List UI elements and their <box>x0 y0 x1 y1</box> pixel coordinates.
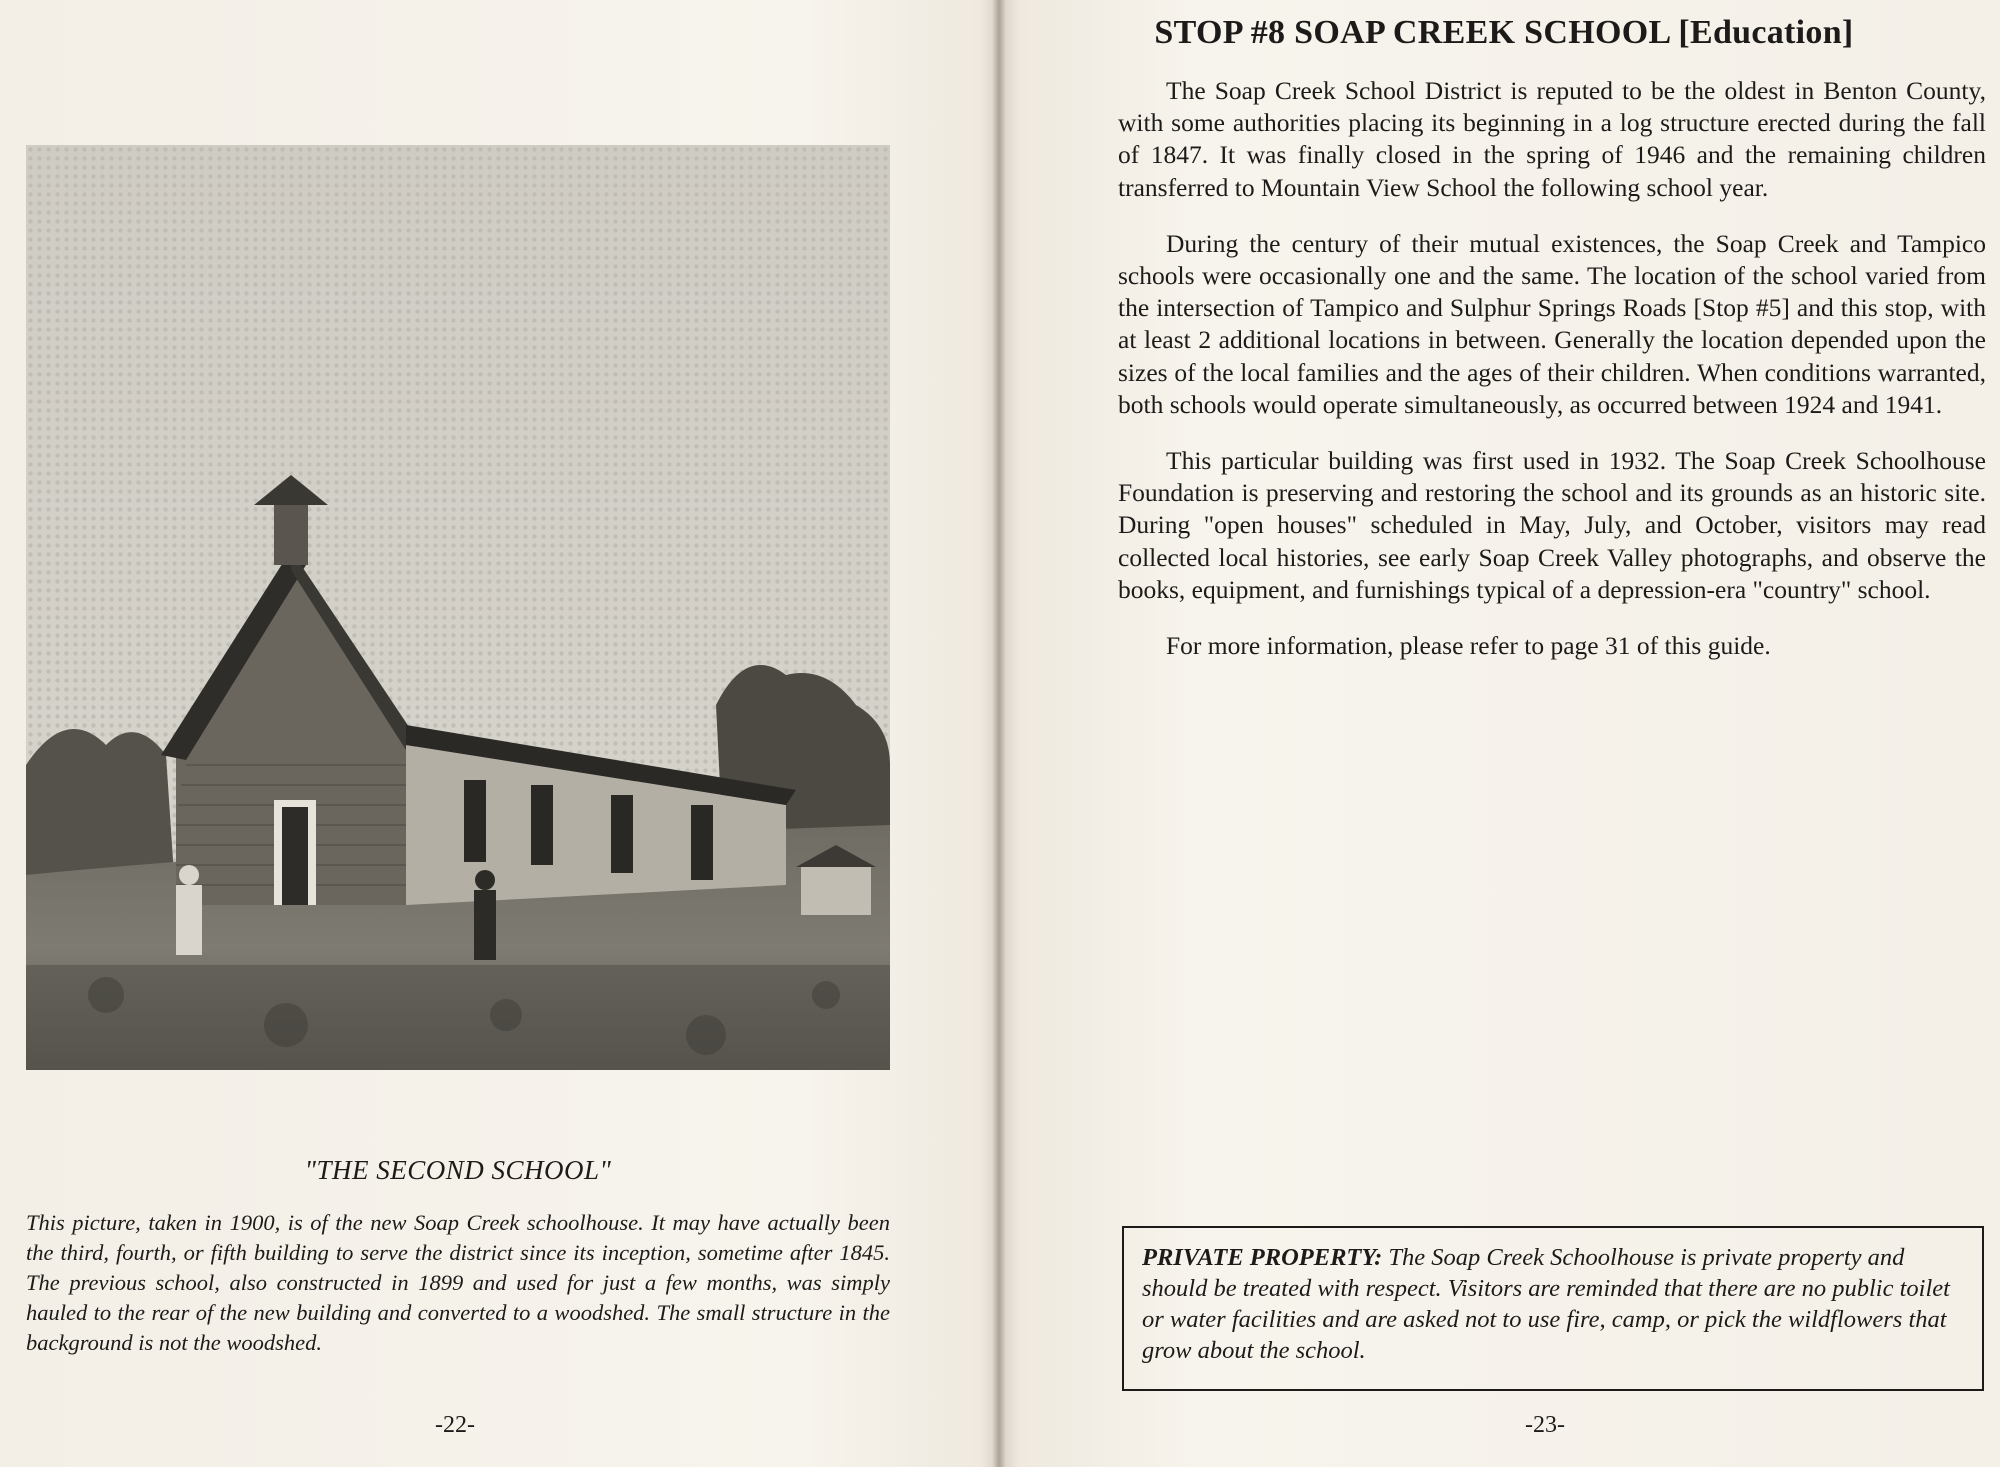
paragraph-1: The Soap Creek School District is reputed to be the oldest in Benton County, with some authorities placing its beginning in a log structure erected during the fall of 1847. It was finally closed in the spring of 1946 and the remaining children transferred to Mountain View School the following school year. <box>1118 76 1986 202</box>
page-number-left: -22- <box>435 1412 475 1438</box>
schoolhouse-photo <box>26 145 890 1070</box>
notice-label: PRIVATE PROPERTY: <box>1142 1244 1383 1271</box>
body-text <box>1118 75 1986 686</box>
book-gutter <box>992 0 1006 1467</box>
left-page <box>0 0 990 1467</box>
photo-caption-body: This picture, taken in 1900, is of the new Soap Creek schoolhouse. It may have actually been the third, fourth, or fifth building to serve the district since its inception, sometime after 1845. The previous school, also constructed in 1899 and used for just a few months, was simply hauled to the rear of the new building and converted to a woodshed. The small structure in the background is not the woodshed. <box>26 1210 890 1355</box>
page-heading: STOP #8 SOAP CREEK SCHOOL [Education] <box>1154 14 1854 51</box>
right-page <box>1008 0 2000 1467</box>
paragraph-2: During the century of their mutual existences, the Soap Creek and Tampico schools were occasionally one and the same. The location of the school varied from the intersection of Tampico and Sulphur Springs Roads [Stop #5] and this stop, with at least 2 additional locations in between. Generally the location depended upon the sizes of the local families and the ages of their children. When conditions warranted, both schools would operate simultaneously, as occurred between 1924 and 1941. <box>1118 228 1986 419</box>
page-number-right: -23- <box>1525 1412 1565 1438</box>
private-property-notice <box>1122 1226 1984 1391</box>
photo-caption-title: "THE SECOND SCHOOL" <box>304 1155 612 1185</box>
notice-text: The Soap Creek Schoolhouse is private property and should be treated with respect. Visitors are reminded that there are no public toilet or water facilities and are asked not to use fire, camp, or pick the wildflowers that grow about the school. <box>1142 1244 1950 1364</box>
paragraph-4: For more information, please refer to page 31 of this guide. <box>1166 631 1771 661</box>
paragraph-3: This particular building was first used in 1932. The Soap Creek Schoolhouse Foundation is preserving and restoring the school and its grounds as an historic site. During "open houses" scheduled in May, July, and October, visitors may read collected local histories, see early Soap Creek Valley photographs, and observe the books, equipment, and furnishings typical of a depression-era "country" school. <box>1118 446 1986 604</box>
